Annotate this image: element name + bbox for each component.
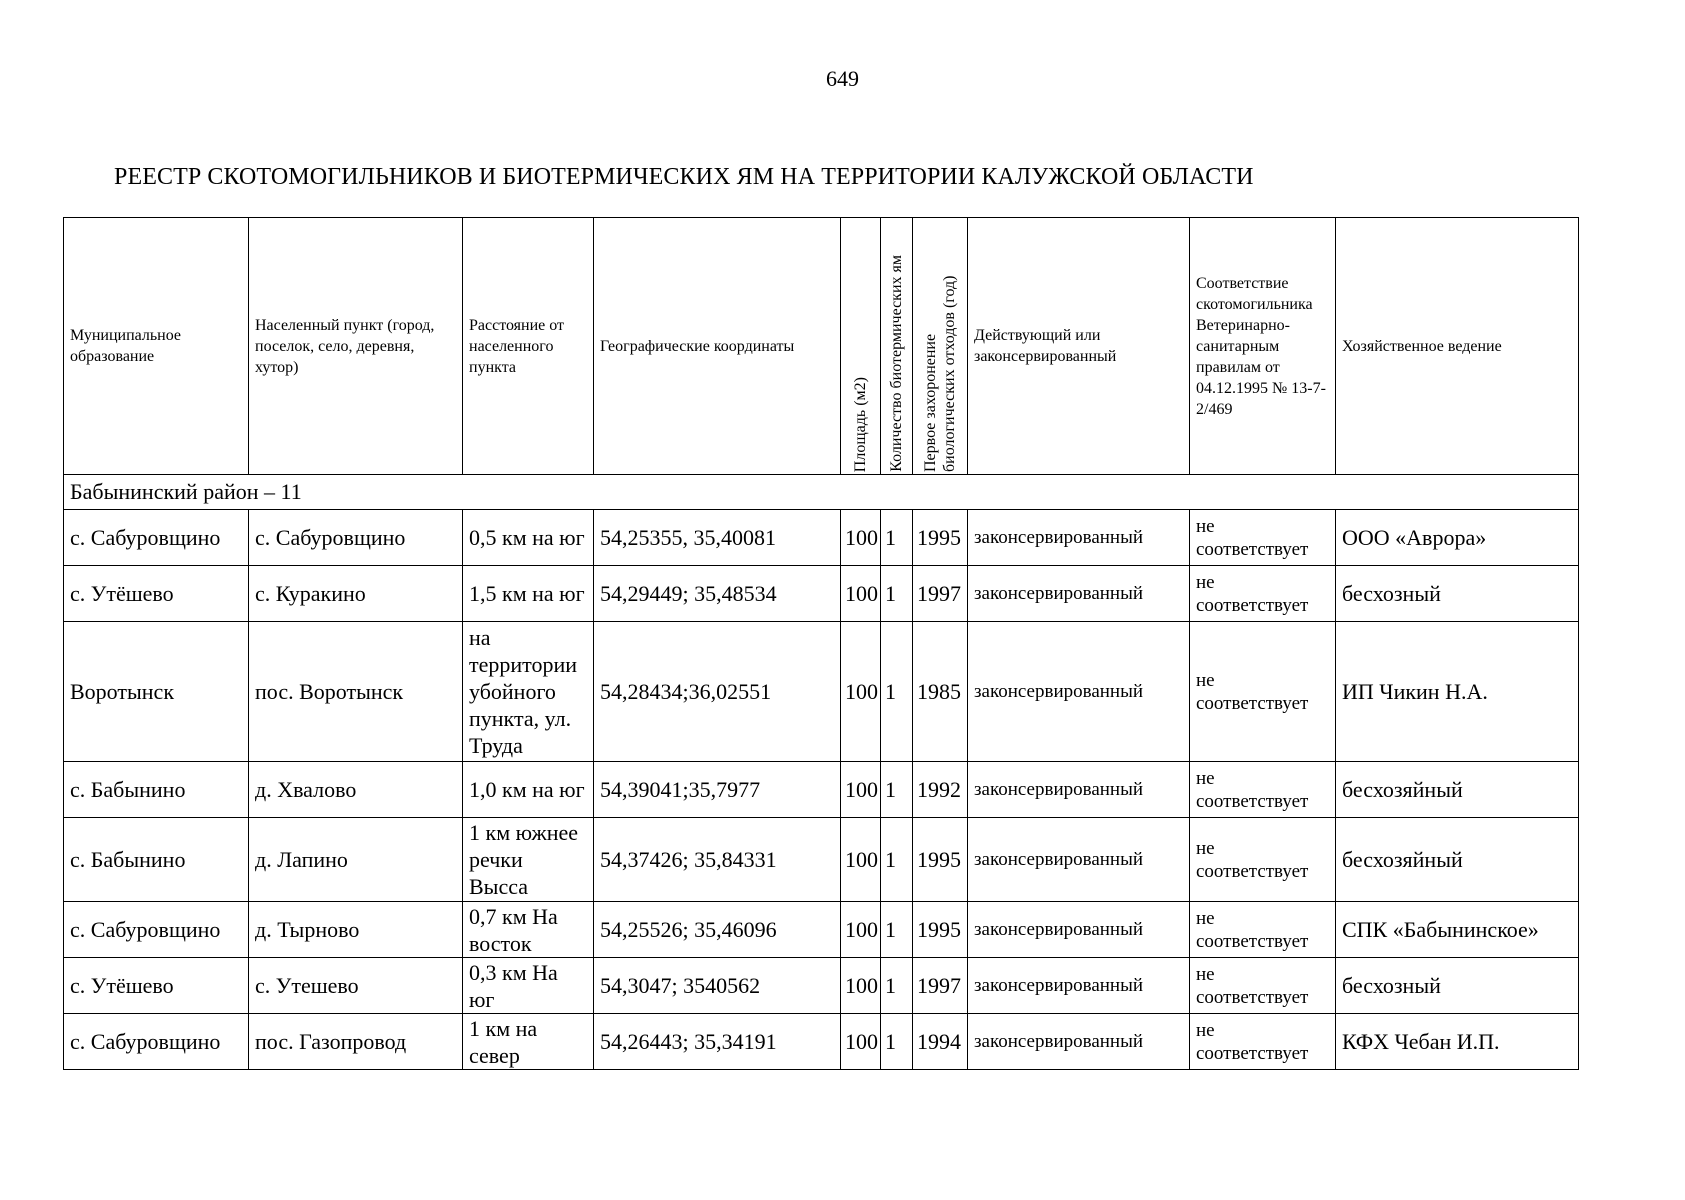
cell-coordinates: 54,3047; 3540562 <box>594 958 841 1014</box>
header-pits-count <box>881 218 913 475</box>
cell-area: 100 <box>841 902 881 958</box>
cell-year: 1992 <box>913 762 968 818</box>
document-title: РЕЕСТР СКОТОМОГИЛЬНИКОВ И БИОТЕРМИЧЕСКИХ ЯМ НА ТЕРРИТОРИИ КАЛУЖСКОЙ ОБЛАСТИ <box>114 164 1254 190</box>
cell-settlement: д. Хвалово <box>249 762 463 818</box>
header-area <box>841 218 881 475</box>
cell-management: ООО «Аврора» <box>1336 510 1579 566</box>
header-status: Действующий или законсервированный <box>968 218 1190 475</box>
cell-compliance: не соответствует <box>1190 566 1336 622</box>
cell-pits: 1 <box>881 902 913 958</box>
cell-status: законсервированный <box>968 510 1190 566</box>
cell-distance: 0,7 км На восток <box>463 902 594 958</box>
section-label: Бабынинский район – 11 <box>64 475 1579 510</box>
cell-management: бесхозный <box>1336 958 1579 1014</box>
cell-coordinates: 54,39041;35,7977 <box>594 762 841 818</box>
cell-distance: 1 км южнее речки Высса <box>463 818 594 902</box>
cell-distance: 1,5 км на юг <box>463 566 594 622</box>
cell-compliance: не соответствует <box>1190 958 1336 1014</box>
cell-management: СПК «Бабынинское» <box>1336 902 1579 958</box>
cell-distance: на территории убойного пункта, ул. Труда <box>463 622 594 762</box>
header-distance: Расстояние от населенного пункта <box>463 218 594 475</box>
cell-area: 100 <box>841 510 881 566</box>
header-municipality: Муниципальное образование <box>64 218 249 475</box>
cell-compliance: не соответствует <box>1190 1014 1336 1070</box>
cell-area: 100 <box>841 622 881 762</box>
cell-management: ИП Чикин Н.А. <box>1336 622 1579 762</box>
table-row <box>64 762 1579 818</box>
cell-municipality: Воротынск <box>64 622 249 762</box>
cell-status: законсервированный <box>968 566 1190 622</box>
table-row <box>64 1014 1579 1070</box>
cell-distance: 0,5 км на юг <box>463 510 594 566</box>
cell-compliance: не соответствует <box>1190 762 1336 818</box>
header-management: Хозяйственное ведение <box>1336 218 1579 475</box>
cell-area: 100 <box>841 566 881 622</box>
cell-year: 1995 <box>913 818 968 902</box>
cell-coordinates: 54,37426; 35,84331 <box>594 818 841 902</box>
cell-settlement: с. Куракино <box>249 566 463 622</box>
cell-municipality: с. Утёшево <box>64 566 249 622</box>
cell-area: 100 <box>841 818 881 902</box>
page-number: 649 <box>826 66 859 91</box>
header-first-burial-label: Первое захоронение биологических отходов (год) <box>922 275 958 472</box>
cell-coordinates: 54,25355, 35,40081 <box>594 510 841 566</box>
cell-management: бесхозяйный <box>1336 818 1579 902</box>
cell-management: бесхозяйный <box>1336 762 1579 818</box>
cell-compliance: не соответствует <box>1190 622 1336 762</box>
cell-compliance: не соответствует <box>1190 902 1336 958</box>
cell-municipality: с. Сабуровщино <box>64 902 249 958</box>
cell-year: 1995 <box>913 902 968 958</box>
cell-status: законсервированный <box>968 622 1190 762</box>
header-compliance: Соответствие скотомогильника Ветеринарно-санитарным правилам от 04.12.1995 № 13-7-2/469 <box>1190 218 1336 475</box>
table-row <box>64 818 1579 902</box>
header-settlement: Населенный пункт (город, поселок, село, деревня, хутор) <box>249 218 463 475</box>
cell-year: 1997 <box>913 566 968 622</box>
header-first-burial <box>913 218 968 475</box>
cell-coordinates: 54,29449; 35,48534 <box>594 566 841 622</box>
cell-compliance: не соответствует <box>1190 818 1336 902</box>
header-pits-count-label: Количество биотермических ям <box>888 255 905 472</box>
table-row <box>64 622 1579 762</box>
cell-distance: 0,3 км На юг <box>463 958 594 1014</box>
cell-status: законсервированный <box>968 1014 1190 1070</box>
cell-municipality: с. Бабынино <box>64 818 249 902</box>
cell-status: законсервированный <box>968 818 1190 902</box>
cell-coordinates: 54,26443; 35,34191 <box>594 1014 841 1070</box>
cell-area: 100 <box>841 1014 881 1070</box>
cell-municipality: с. Бабынино <box>64 762 249 818</box>
cell-settlement: д. Тырново <box>249 902 463 958</box>
cell-compliance: не соответствует <box>1190 510 1336 566</box>
cell-distance: 1,0 км на юг <box>463 762 594 818</box>
table-row <box>64 566 1579 622</box>
table-row <box>64 958 1579 1014</box>
cell-status: законсервированный <box>968 958 1190 1014</box>
cell-distance: 1 км на север <box>463 1014 594 1070</box>
cell-pits: 1 <box>881 566 913 622</box>
cell-pits: 1 <box>881 1014 913 1070</box>
cell-pits: 1 <box>881 622 913 762</box>
table-row <box>64 902 1579 958</box>
cell-settlement: д. Лапино <box>249 818 463 902</box>
section-row <box>64 475 1579 510</box>
cell-coordinates: 54,25526; 35,46096 <box>594 902 841 958</box>
header-coordinates: Географические координаты <box>594 218 841 475</box>
table-row <box>64 510 1579 566</box>
cell-year: 1997 <box>913 958 968 1014</box>
cell-area: 100 <box>841 958 881 1014</box>
cell-management: бесхозный <box>1336 566 1579 622</box>
cell-status: законсервированный <box>968 902 1190 958</box>
cell-coordinates: 54,28434;36,02551 <box>594 622 841 762</box>
header-row <box>64 218 1579 475</box>
cell-municipality: с. Сабуровщино <box>64 510 249 566</box>
cell-pits: 1 <box>881 762 913 818</box>
cell-year: 1995 <box>913 510 968 566</box>
cell-municipality: с. Утёшево <box>64 958 249 1014</box>
cell-settlement: с. Утешево <box>249 958 463 1014</box>
cell-pits: 1 <box>881 958 913 1014</box>
cell-pits: 1 <box>881 818 913 902</box>
header-area-label: Площадь (м2) <box>852 376 869 472</box>
cell-year: 1985 <box>913 622 968 762</box>
cell-management: КФХ Чебан И.П. <box>1336 1014 1579 1070</box>
cell-year: 1994 <box>913 1014 968 1070</box>
cell-municipality: с. Сабуровщино <box>64 1014 249 1070</box>
cell-area: 100 <box>841 762 881 818</box>
registry-table <box>63 217 1579 1070</box>
cell-settlement: с. Сабуровщино <box>249 510 463 566</box>
cell-settlement: пос. Воротынск <box>249 622 463 762</box>
cell-status: законсервированный <box>968 762 1190 818</box>
cell-settlement: пос. Газопровод <box>249 1014 463 1070</box>
cell-pits: 1 <box>881 510 913 566</box>
